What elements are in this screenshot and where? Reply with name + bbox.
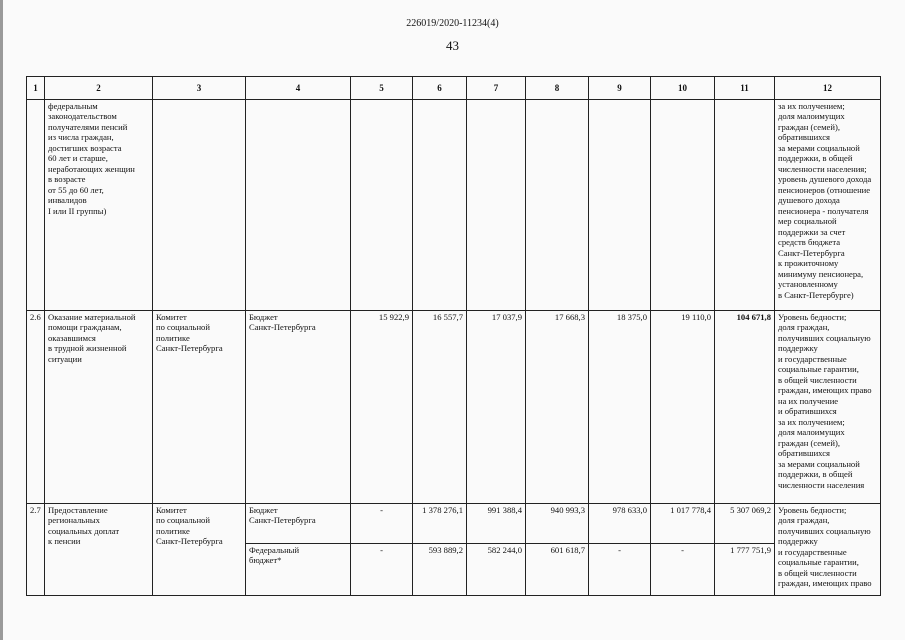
- row-number: 2.7: [27, 504, 45, 596]
- page-number: 43: [446, 38, 459, 53]
- column-header: 11: [715, 77, 775, 100]
- total-value-cell: 1 777 751,9: [715, 544, 775, 596]
- value-cell: -: [651, 544, 715, 596]
- column-header: 5: [351, 77, 413, 100]
- column-header: 8: [526, 77, 589, 100]
- table-row-continuation: [27, 100, 881, 311]
- page-left-edge: [0, 0, 3, 640]
- column-header: 1: [27, 77, 45, 100]
- column-header: 7: [467, 77, 526, 100]
- total-value-cell: 5 307 069,2: [715, 504, 775, 544]
- value-cell: 15 922,9: [351, 311, 413, 504]
- column-header: 9: [589, 77, 651, 100]
- row-number: 2.6: [27, 311, 45, 504]
- indicator-cell: за их получением; доля малоимущих граждан (семей), обратившихся за мерами социальной поддержки, в общей численности населения; уровень душевого дохода пенсионеров (отношение душевого дохода пенсионера - получателя мер социальной поддержки за счет средств бюджета Санкт-Петербурга к прожиточному минимуму пенсионера, установленному в Санкт-Петербурге): [775, 100, 881, 311]
- column-header: 3: [153, 77, 246, 100]
- program-table: [26, 76, 881, 596]
- executor-cell: Комитет по социальной политике Санкт-Петербурга: [153, 311, 246, 504]
- column-header: 12: [775, 77, 881, 100]
- value-cell: 17 668,3: [526, 311, 589, 504]
- funding-source-cell: Бюджет Санкт-Петербурга: [246, 311, 351, 504]
- measure-name-cell: федеральным законодательством получателями пенсий из числа граждан, достигших возраста 60 лет и старше, неработающих женщин в возрасте от 55 до 60 лет, инвалидов I или II группы): [45, 100, 153, 311]
- funding-source-cell: Бюджет Санкт-Петербурга: [246, 504, 351, 544]
- column-header: 4: [246, 77, 351, 100]
- value-cell: 601 618,7: [526, 544, 589, 596]
- value-cell: 18 375,0: [589, 311, 651, 504]
- value-cell: -: [589, 544, 651, 596]
- value-cell: 991 388,4: [467, 504, 526, 544]
- total-value-cell: 104 671,8: [715, 311, 775, 504]
- funding-source-cell: Федеральный бюджет*: [246, 544, 351, 596]
- value-cell: 593 889,2: [413, 544, 467, 596]
- column-header: 2: [45, 77, 153, 100]
- column-header: 10: [651, 77, 715, 100]
- executor-cell: Комитет по социальной политике Санкт-Петербурга: [153, 504, 246, 596]
- value-cell: 19 110,0: [651, 311, 715, 504]
- document-code: 226019/2020-11234(4): [406, 18, 499, 29]
- measure-name-cell: Предоставление региональных социальных доплат к пенсии: [45, 504, 153, 596]
- measure-name-cell: Оказание материальной помощи гражданам, оказавшимся в трудной жизненной ситуации: [45, 311, 153, 504]
- value-cell: 978 633,0: [589, 504, 651, 544]
- indicator-cell: Уровень бедности; доля граждан, получивших социальную поддержку и государственные социальные гарантии, в общей численности граждан, имеющих право на их получение и обратившихся за их получением; доля малоимущих граждан (семей), обратившихся за мерами социальной поддержки, в общей численности населения: [775, 311, 881, 504]
- value-cell: 16 557,7: [413, 311, 467, 504]
- value-cell: -: [351, 504, 413, 544]
- value-cell: 1 017 778,4: [651, 504, 715, 544]
- value-cell: -: [351, 544, 413, 596]
- value-cell: 582 244,0: [467, 544, 526, 596]
- table-row-2-7-city-budget: [27, 504, 881, 544]
- table-header-row: [27, 77, 881, 100]
- table-row-2-6: [27, 311, 881, 504]
- value-cell: 17 037,9: [467, 311, 526, 504]
- indicator-cell: Уровень бедности; доля граждан, получивших социальную поддержку и государственные социальные гарантии, в общей численности граждан, имеющих право: [775, 504, 881, 596]
- column-header: 6: [413, 77, 467, 100]
- value-cell: 1 378 276,1: [413, 504, 467, 544]
- value-cell: 940 993,3: [526, 504, 589, 544]
